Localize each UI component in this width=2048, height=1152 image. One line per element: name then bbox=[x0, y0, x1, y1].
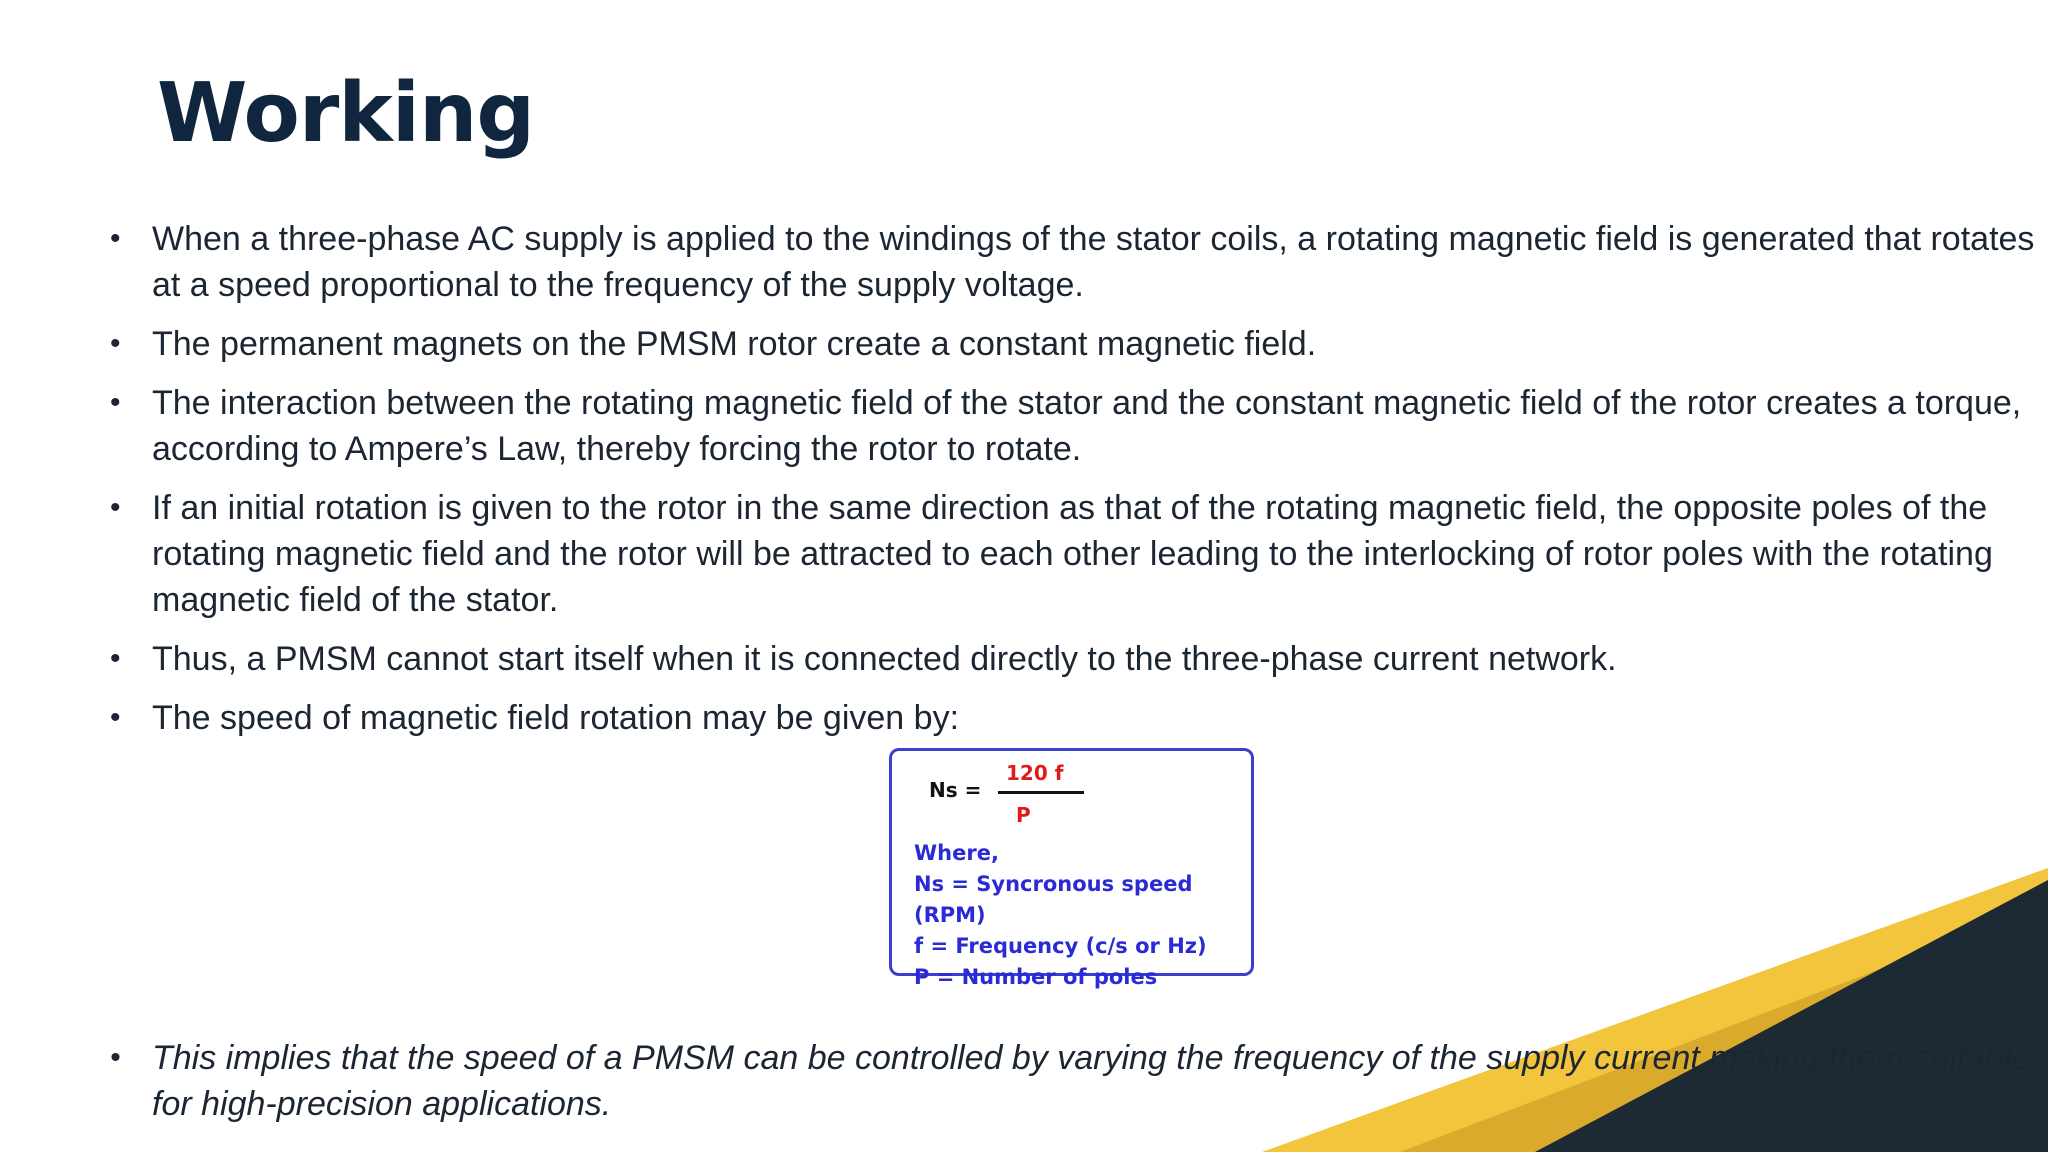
formula-where-label: Where, bbox=[914, 841, 999, 865]
fraction-bar bbox=[998, 791, 1084, 794]
bullet-text: The interaction between the rotating magnetic field of the stator and the constant magnetic field of the rotor creates a torque, according to Ampere’s Law, thereby forcing the rotor to rotate. bbox=[152, 384, 2022, 468]
bullet-text: The speed of magnetic field rotation may be given by: bbox=[152, 699, 960, 737]
formula-definition: Ns = Syncronous speed (RPM) bbox=[914, 872, 1193, 927]
bullet-item bbox=[110, 321, 2040, 367]
formula-definition: P = Number of poles bbox=[914, 965, 1158, 989]
bullet-dot: • bbox=[110, 491, 121, 524]
bullet-dot: • bbox=[110, 222, 121, 255]
slide-title: Working bbox=[157, 66, 535, 161]
bullet-dot: • bbox=[110, 701, 121, 734]
bullet-item bbox=[110, 380, 2040, 472]
formula-numerator: 120 f bbox=[1006, 761, 1064, 785]
bullet-item-conclusion bbox=[110, 1035, 2040, 1127]
bullet-dot: • bbox=[110, 642, 121, 675]
bullet-text: When a three-phase AC supply is applied to the windings of the stator coils, a rotating magnetic field is generated that rotates at a speed proportional to the frequency of the supply voltage. bbox=[152, 220, 2035, 304]
speed-formula-box bbox=[889, 748, 1254, 989]
bullet-text: This implies that the speed of a PMSM can be controlled by varying the frequency of the supply current making them suitable for high-precision applications. bbox=[152, 1039, 2031, 1123]
formula-denominator: P bbox=[1016, 803, 1031, 827]
formula-definition: f = Frequency (c/s or Hz) bbox=[914, 934, 1207, 958]
bullet-dot: • bbox=[110, 327, 121, 360]
bullet-dot: • bbox=[110, 1041, 121, 1074]
bullet-item bbox=[110, 216, 2040, 308]
bullet-dot: • bbox=[110, 386, 121, 419]
bullet-text: The permanent magnets on the PMSM rotor create a constant magnetic field. bbox=[152, 325, 1317, 363]
bullet-item bbox=[110, 636, 2040, 682]
bullet-item bbox=[110, 485, 2040, 623]
bullet-list bbox=[110, 216, 2040, 1140]
bullet-item bbox=[110, 695, 2040, 741]
formula-lhs: Ns = bbox=[929, 778, 982, 802]
formula-definitions bbox=[914, 838, 1251, 993]
bullet-text: Thus, a PMSM cannot start itself when it is connected directly to the three-phase current network. bbox=[152, 640, 1617, 678]
bullet-text: If an initial rotation is given to the rotor in the same direction as that of the rotating magnetic field, the opposite poles of the rotating magnetic field and the rotor will be attracted to each other leading to the interlocking of rotor poles with the rotating magnetic field of the stator. bbox=[152, 489, 1993, 619]
